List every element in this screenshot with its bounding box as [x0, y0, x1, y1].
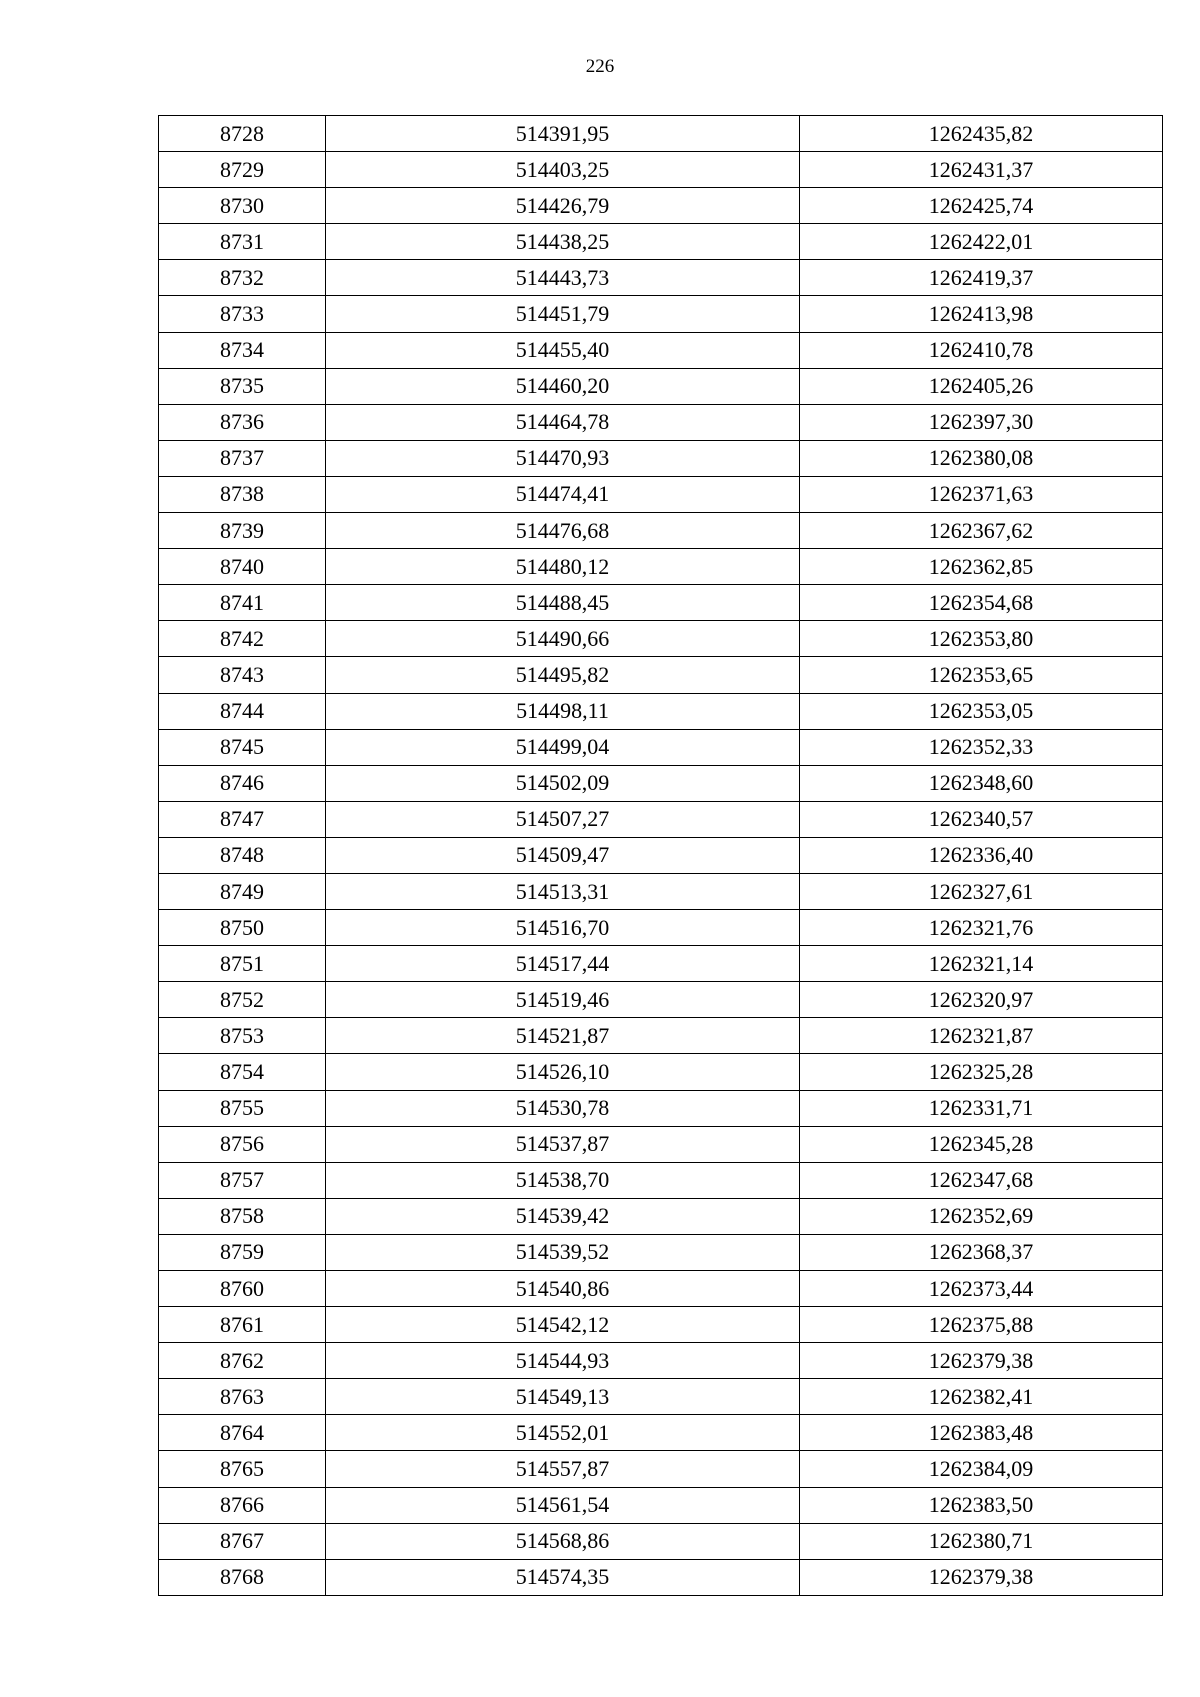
point-number-cell: 8756: [159, 1126, 326, 1162]
table-row: [159, 765, 1163, 801]
x-coordinate-cell: 514476,68: [326, 513, 800, 549]
x-coordinate-cell: 514539,42: [326, 1198, 800, 1234]
point-number-cell: 8765: [159, 1451, 326, 1487]
table-row: [159, 837, 1163, 873]
table-row: [159, 1559, 1163, 1595]
point-number-cell: 8767: [159, 1523, 326, 1559]
point-number-cell: 8753: [159, 1018, 326, 1054]
point-number-cell: 8757: [159, 1162, 326, 1198]
point-number-cell: 8742: [159, 621, 326, 657]
x-coordinate-cell: 514530,78: [326, 1090, 800, 1126]
point-number-cell: 8738: [159, 476, 326, 512]
x-coordinate-cell: 514516,70: [326, 910, 800, 946]
y-coordinate-cell: 1262405,26: [800, 368, 1163, 404]
y-coordinate-cell: 1262383,50: [800, 1487, 1163, 1523]
coordinates-table: [158, 115, 1163, 1596]
table-row: [159, 982, 1163, 1018]
x-coordinate-cell: 514502,09: [326, 765, 800, 801]
point-number-cell: 8762: [159, 1343, 326, 1379]
point-number-cell: 8754: [159, 1054, 326, 1090]
x-coordinate-cell: 514519,46: [326, 982, 800, 1018]
table-row: [159, 1090, 1163, 1126]
x-coordinate-cell: 514552,01: [326, 1415, 800, 1451]
table-row: [159, 296, 1163, 332]
table-row: [159, 801, 1163, 837]
y-coordinate-cell: 1262320,97: [800, 982, 1163, 1018]
x-coordinate-cell: 514470,93: [326, 440, 800, 476]
point-number-cell: 8734: [159, 332, 326, 368]
x-coordinate-cell: 514542,12: [326, 1307, 800, 1343]
x-coordinate-cell: 514509,47: [326, 837, 800, 873]
y-coordinate-cell: 1262435,82: [800, 116, 1163, 152]
table-row: [159, 152, 1163, 188]
x-coordinate-cell: 514568,86: [326, 1523, 800, 1559]
point-number-cell: 8747: [159, 801, 326, 837]
x-coordinate-cell: 514574,35: [326, 1559, 800, 1595]
x-coordinate-cell: 514538,70: [326, 1162, 800, 1198]
y-coordinate-cell: 1262367,62: [800, 513, 1163, 549]
y-coordinate-cell: 1262325,28: [800, 1054, 1163, 1090]
point-number-cell: 8736: [159, 404, 326, 440]
table-row: [159, 260, 1163, 296]
table-row: [159, 1343, 1163, 1379]
x-coordinate-cell: 514517,44: [326, 946, 800, 982]
point-number-cell: 8759: [159, 1234, 326, 1270]
y-coordinate-cell: 1262327,61: [800, 873, 1163, 909]
y-coordinate-cell: 1262362,85: [800, 549, 1163, 585]
table-row: [159, 1162, 1163, 1198]
y-coordinate-cell: 1262353,05: [800, 693, 1163, 729]
table-row: [159, 657, 1163, 693]
x-coordinate-cell: 514490,66: [326, 621, 800, 657]
point-number-cell: 8764: [159, 1415, 326, 1451]
x-coordinate-cell: 514499,04: [326, 729, 800, 765]
x-coordinate-cell: 514540,86: [326, 1271, 800, 1307]
y-coordinate-cell: 1262340,57: [800, 801, 1163, 837]
point-number-cell: 8752: [159, 982, 326, 1018]
table-row: [159, 1523, 1163, 1559]
y-coordinate-cell: 1262410,78: [800, 332, 1163, 368]
point-number-cell: 8735: [159, 368, 326, 404]
point-number-cell: 8729: [159, 152, 326, 188]
y-coordinate-cell: 1262380,71: [800, 1523, 1163, 1559]
y-coordinate-cell: 1262353,65: [800, 657, 1163, 693]
x-coordinate-cell: 514464,78: [326, 404, 800, 440]
y-coordinate-cell: 1262321,76: [800, 910, 1163, 946]
table-row: [159, 1307, 1163, 1343]
y-coordinate-cell: 1262331,71: [800, 1090, 1163, 1126]
point-number-cell: 8741: [159, 585, 326, 621]
x-coordinate-cell: 514495,82: [326, 657, 800, 693]
point-number-cell: 8763: [159, 1379, 326, 1415]
table-row: [159, 946, 1163, 982]
x-coordinate-cell: 514507,27: [326, 801, 800, 837]
y-coordinate-cell: 1262348,60: [800, 765, 1163, 801]
table-row: [159, 513, 1163, 549]
point-number-cell: 8732: [159, 260, 326, 296]
x-coordinate-cell: 514513,31: [326, 873, 800, 909]
table-row: [159, 440, 1163, 476]
table-row: [159, 404, 1163, 440]
y-coordinate-cell: 1262373,44: [800, 1271, 1163, 1307]
y-coordinate-cell: 1262419,37: [800, 260, 1163, 296]
x-coordinate-cell: 514460,20: [326, 368, 800, 404]
y-coordinate-cell: 1262352,69: [800, 1198, 1163, 1234]
table-row: [159, 476, 1163, 512]
table-row: [159, 1198, 1163, 1234]
table-row: [159, 621, 1163, 657]
y-coordinate-cell: 1262384,09: [800, 1451, 1163, 1487]
table-row: [159, 224, 1163, 260]
point-number-cell: 8768: [159, 1559, 326, 1595]
x-coordinate-cell: 514391,95: [326, 116, 800, 152]
y-coordinate-cell: 1262371,63: [800, 476, 1163, 512]
y-coordinate-cell: 1262336,40: [800, 837, 1163, 873]
y-coordinate-cell: 1262379,38: [800, 1343, 1163, 1379]
table-row: [159, 1487, 1163, 1523]
point-number-cell: 8728: [159, 116, 326, 152]
x-coordinate-cell: 514498,11: [326, 693, 800, 729]
table-row: [159, 1054, 1163, 1090]
x-coordinate-cell: 514455,40: [326, 332, 800, 368]
table-row: [159, 368, 1163, 404]
x-coordinate-cell: 514451,79: [326, 296, 800, 332]
y-coordinate-cell: 1262353,80: [800, 621, 1163, 657]
point-number-cell: 8739: [159, 513, 326, 549]
point-number-cell: 8744: [159, 693, 326, 729]
table-row: [159, 729, 1163, 765]
y-coordinate-cell: 1262382,41: [800, 1379, 1163, 1415]
point-number-cell: 8730: [159, 188, 326, 224]
point-number-cell: 8758: [159, 1198, 326, 1234]
y-coordinate-cell: 1262383,48: [800, 1415, 1163, 1451]
point-number-cell: 8745: [159, 729, 326, 765]
y-coordinate-cell: 1262375,88: [800, 1307, 1163, 1343]
y-coordinate-cell: 1262425,74: [800, 188, 1163, 224]
point-number-cell: 8748: [159, 837, 326, 873]
point-number-cell: 8761: [159, 1307, 326, 1343]
coordinates-table-body: [159, 116, 1163, 1596]
x-coordinate-cell: 514561,54: [326, 1487, 800, 1523]
point-number-cell: 8760: [159, 1271, 326, 1307]
table-row: [159, 1379, 1163, 1415]
x-coordinate-cell: 514526,10: [326, 1054, 800, 1090]
y-coordinate-cell: 1262413,98: [800, 296, 1163, 332]
table-row: [159, 1234, 1163, 1270]
table-row: [159, 332, 1163, 368]
point-number-cell: 8749: [159, 873, 326, 909]
y-coordinate-cell: 1262368,37: [800, 1234, 1163, 1270]
table-row: [159, 116, 1163, 152]
y-coordinate-cell: 1262347,68: [800, 1162, 1163, 1198]
page-number: 226: [585, 56, 615, 77]
x-coordinate-cell: 514474,41: [326, 476, 800, 512]
x-coordinate-cell: 514537,87: [326, 1126, 800, 1162]
table-row: [159, 693, 1163, 729]
y-coordinate-cell: 1262397,30: [800, 404, 1163, 440]
point-number-cell: 8746: [159, 765, 326, 801]
point-number-cell: 8743: [159, 657, 326, 693]
point-number-cell: 8751: [159, 946, 326, 982]
y-coordinate-cell: 1262352,33: [800, 729, 1163, 765]
table-row: [159, 1451, 1163, 1487]
point-number-cell: 8740: [159, 549, 326, 585]
point-number-cell: 8733: [159, 296, 326, 332]
point-number-cell: 8766: [159, 1487, 326, 1523]
table-row: [159, 1126, 1163, 1162]
table-row: [159, 549, 1163, 585]
y-coordinate-cell: 1262354,68: [800, 585, 1163, 621]
point-number-cell: 8731: [159, 224, 326, 260]
y-coordinate-cell: 1262380,08: [800, 440, 1163, 476]
x-coordinate-cell: 514549,13: [326, 1379, 800, 1415]
y-coordinate-cell: 1262321,14: [800, 946, 1163, 982]
x-coordinate-cell: 514403,25: [326, 152, 800, 188]
table-row: [159, 585, 1163, 621]
x-coordinate-cell: 514521,87: [326, 1018, 800, 1054]
point-number-cell: 8755: [159, 1090, 326, 1126]
x-coordinate-cell: 514480,12: [326, 549, 800, 585]
x-coordinate-cell: 514438,25: [326, 224, 800, 260]
y-coordinate-cell: 1262379,38: [800, 1559, 1163, 1595]
point-number-cell: 8750: [159, 910, 326, 946]
table-row: [159, 910, 1163, 946]
table-row: [159, 873, 1163, 909]
y-coordinate-cell: 1262345,28: [800, 1126, 1163, 1162]
y-coordinate-cell: 1262321,87: [800, 1018, 1163, 1054]
table-row: [159, 1415, 1163, 1451]
table-row: [159, 1018, 1163, 1054]
table-row: [159, 188, 1163, 224]
x-coordinate-cell: 514443,73: [326, 260, 800, 296]
x-coordinate-cell: 514426,79: [326, 188, 800, 224]
x-coordinate-cell: 514488,45: [326, 585, 800, 621]
x-coordinate-cell: 514544,93: [326, 1343, 800, 1379]
table-row: [159, 1271, 1163, 1307]
point-number-cell: 8737: [159, 440, 326, 476]
x-coordinate-cell: 514557,87: [326, 1451, 800, 1487]
y-coordinate-cell: 1262431,37: [800, 152, 1163, 188]
x-coordinate-cell: 514539,52: [326, 1234, 800, 1270]
y-coordinate-cell: 1262422,01: [800, 224, 1163, 260]
